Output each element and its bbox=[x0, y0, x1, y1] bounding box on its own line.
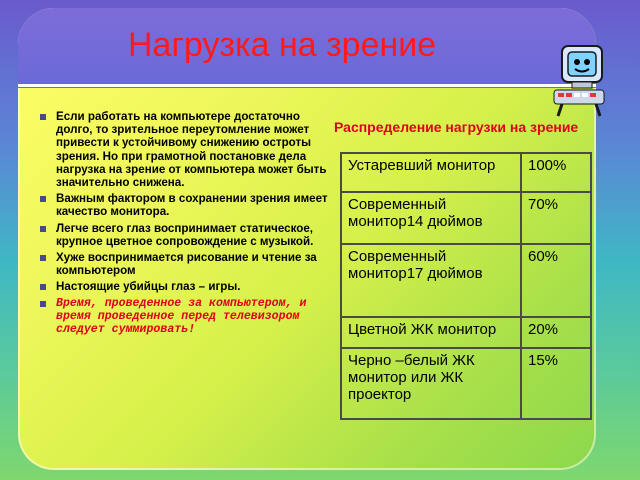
load-value-cell: 20% bbox=[521, 317, 591, 347]
monitor-type-cell: Устаревший монитор bbox=[341, 153, 521, 192]
table-row bbox=[341, 317, 591, 347]
monitor-type-cell: Современный монитор17 дюймов bbox=[341, 244, 521, 317]
computer-mascot-icon bbox=[548, 40, 618, 120]
bullet-item: Хуже воспринимается рисование и чтение за компьютером bbox=[38, 251, 333, 277]
table-row bbox=[341, 192, 591, 245]
monitor-type-cell: Черно –белый ЖК монитор или ЖК проектор bbox=[341, 348, 521, 419]
table-title: Распределение нагрузки на зрение bbox=[334, 119, 579, 135]
bullet-list bbox=[38, 110, 333, 339]
load-value-cell: 60% bbox=[521, 244, 591, 317]
table-row bbox=[341, 348, 591, 419]
bullet-item: Легче всего глаз воспринимает статическое, крупное цветное сопровождение с музыкой. bbox=[38, 222, 333, 248]
bullet-item: Важным фактором в сохранении зрения имеет качество монитора. bbox=[38, 192, 333, 218]
monitor-type-cell: Цветной ЖК монитор bbox=[341, 317, 521, 347]
table-row bbox=[341, 244, 591, 317]
load-value-cell: 15% bbox=[521, 348, 591, 419]
slide-title: Нагрузка на зрение bbox=[128, 26, 437, 64]
monitor-type-cell: Современный монитор14 дюймов bbox=[341, 192, 521, 245]
load-distribution-table bbox=[340, 152, 592, 420]
title-divider bbox=[18, 84, 596, 87]
load-value-cell: 70% bbox=[521, 192, 591, 245]
bullet-item-highlight: Время, проведенное за компьютером, и время проведенное перед телевизором следует суммировать! bbox=[38, 297, 333, 337]
bullet-item: Если работать на компьютере достаточно долго, то зрительное переутомление может привести к устойчивому снижению остроты зрения. Но при грамотной постановке дела нагрузка на зрение от компьютера может быть значительно снижена. bbox=[38, 110, 333, 189]
bullet-item: Настоящие убийцы глаз – игры. bbox=[38, 280, 333, 293]
load-value-cell: 100% bbox=[521, 153, 591, 192]
table-row bbox=[341, 153, 591, 192]
